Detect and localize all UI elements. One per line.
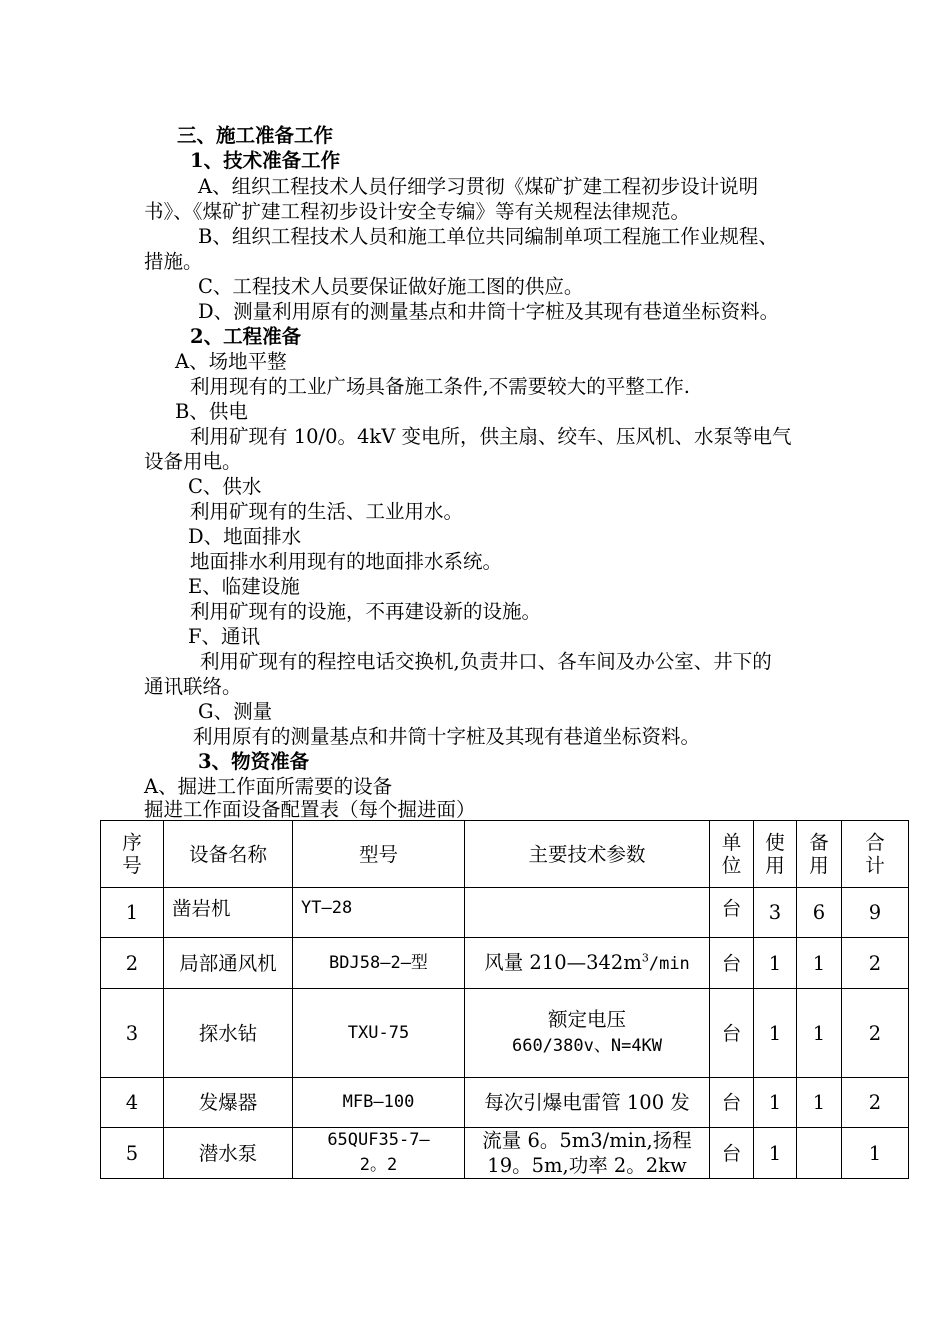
table-row [101, 938, 909, 989]
cell-spare: 6 [797, 888, 842, 938]
cell-params [465, 888, 710, 938]
cell-name: 探水钻 [164, 989, 293, 1078]
eng-prep-b-text-line1: 利用矿现有 10/0。4kV 变电所，供主扇、绞车、压风机、水泵等电气 [190, 425, 792, 448]
table-row [101, 1078, 909, 1128]
eng-prep-g-title: G、测量 [198, 700, 273, 723]
cell-use: 3 [754, 888, 797, 938]
cell-unit: 台 [710, 938, 754, 989]
header-seq: 序 号 [101, 821, 164, 888]
cell-params: 额定电压 660/380v、N=4KW [465, 989, 710, 1078]
section-title: 三、施工准备工作 [177, 124, 334, 147]
cell-unit: 台 [710, 989, 754, 1078]
tech-prep-heading: 1、技术准备工作 [190, 149, 341, 172]
equipment-table [100, 820, 909, 1179]
cell-seq: 1 [101, 888, 164, 938]
eng-prep-b-text-line2: 设备用电。 [144, 450, 242, 473]
cell-spare: 1 [797, 989, 842, 1078]
tech-prep-item-a-line1: A、组织工程技术人员仔细学习贯彻《煤矿扩建工程初步设计说明 [198, 175, 759, 198]
eng-prep-c-title: C、供水 [188, 475, 262, 498]
tech-prep-item-b-line1: B、组织工程技术人员和施工单位共同编制单项工程施工作业规程、 [198, 225, 778, 248]
cell-model: YT—28 [293, 888, 465, 938]
header-params: 主要技术参数 [465, 821, 710, 888]
eng-prep-d-title: D、地面排水 [188, 525, 302, 548]
cell-params: 每次引爆电雷管 100 发 [465, 1078, 710, 1128]
cell-use: 1 [754, 1078, 797, 1128]
cell-total: 2 [842, 1078, 909, 1128]
cell-unit: 台 [710, 1078, 754, 1128]
cell-total: 2 [842, 989, 909, 1078]
cell-seq: 4 [101, 1078, 164, 1128]
cell-seq: 5 [101, 1128, 164, 1179]
cell-total: 1 [842, 1128, 909, 1179]
header-model: 型号 [293, 821, 465, 888]
header-unit: 单 位 [710, 821, 754, 888]
eng-prep-e-title: E、临建设施 [188, 575, 300, 598]
tech-prep-item-b-line2: 措施。 [144, 250, 203, 273]
eng-prep-a-text: 利用现有的工业广场具备施工条件,不需要较大的平整工作. [190, 375, 690, 398]
table-row [101, 989, 909, 1078]
table-caption: 掘进工作面设备配置表（每个掘进面） [144, 798, 476, 821]
eng-prep-heading: 2、工程准备 [190, 325, 302, 348]
cell-use: 1 [754, 989, 797, 1078]
material-prep-a-title: A、掘进工作面所需要的设备 [144, 775, 393, 798]
cell-use: 1 [754, 1128, 797, 1179]
header-total: 合 计 [842, 821, 909, 888]
cell-name: 发爆器 [164, 1078, 293, 1128]
table-row [101, 1128, 909, 1179]
cell-model: MFB—100 [293, 1078, 465, 1128]
eng-prep-a-title: A、场地平整 [175, 350, 287, 373]
eng-prep-c-text: 利用矿现有的生活、工业用水。 [190, 500, 464, 523]
cell-seq: 2 [101, 938, 164, 989]
table-row [101, 888, 909, 938]
cell-spare: 1 [797, 1078, 842, 1128]
cell-model: BDJ58—2—型 [293, 938, 465, 989]
tech-prep-item-a-line2: 书》、《煤矿扩建工程初步设计安全专编》等有关规程法律规范。 [144, 200, 691, 223]
cell-unit: 台 [710, 1128, 754, 1179]
cell-seq: 3 [101, 989, 164, 1078]
eng-prep-g-text: 利用原有的测量基点和井筒十字桩及其现有巷道坐标资料。 [193, 725, 701, 748]
cell-use: 1 [754, 938, 797, 989]
cell-model: TXU-75 [293, 989, 465, 1078]
material-prep-heading: 3、物资准备 [198, 750, 310, 773]
cell-params: 流量 6。5m3/min,扬程 19。5m,功率 2。2kw [465, 1128, 710, 1179]
cell-unit: 台 [710, 888, 754, 938]
header-name: 设备名称 [164, 821, 293, 888]
cell-name: 局部通风机 [164, 938, 293, 989]
eng-prep-d-text: 地面排水利用现有的地面排水系统。 [190, 550, 503, 573]
cell-total: 9 [842, 888, 909, 938]
cell-name: 潜水泵 [164, 1128, 293, 1179]
cell-spare: 1 [797, 938, 842, 989]
eng-prep-f-text-line2: 通讯联络。 [144, 675, 242, 698]
cell-total: 2 [842, 938, 909, 989]
header-spare: 备 用 [797, 821, 842, 888]
cell-name: 凿岩机 [164, 888, 293, 938]
cell-params: 风量 $210—342m^3/\min$ [465, 938, 710, 989]
cell-model: 65QUF35-7— 2。2 [293, 1128, 465, 1179]
eng-prep-b-title: B、供电 [175, 400, 248, 423]
eng-prep-f-title: F、通讯 [188, 625, 261, 648]
eng-prep-e-text: 利用矿现有的设施，不再建设新的设施。 [190, 600, 542, 623]
tech-prep-item-c: C、工程技术人员要保证做好施工图的供应。 [198, 275, 584, 298]
header-use: 使 用 [754, 821, 797, 888]
tech-prep-item-d: D、测量利用原有的测量基点和井筒十字桩及其现有巷道坐标资料。 [198, 300, 780, 323]
cell-spare [797, 1128, 842, 1179]
table-header-row [101, 821, 909, 888]
eng-prep-f-text-line1: 利用矿现有的程控电话交换机,负责井口、各车间及办公室、井下的 [200, 650, 772, 673]
